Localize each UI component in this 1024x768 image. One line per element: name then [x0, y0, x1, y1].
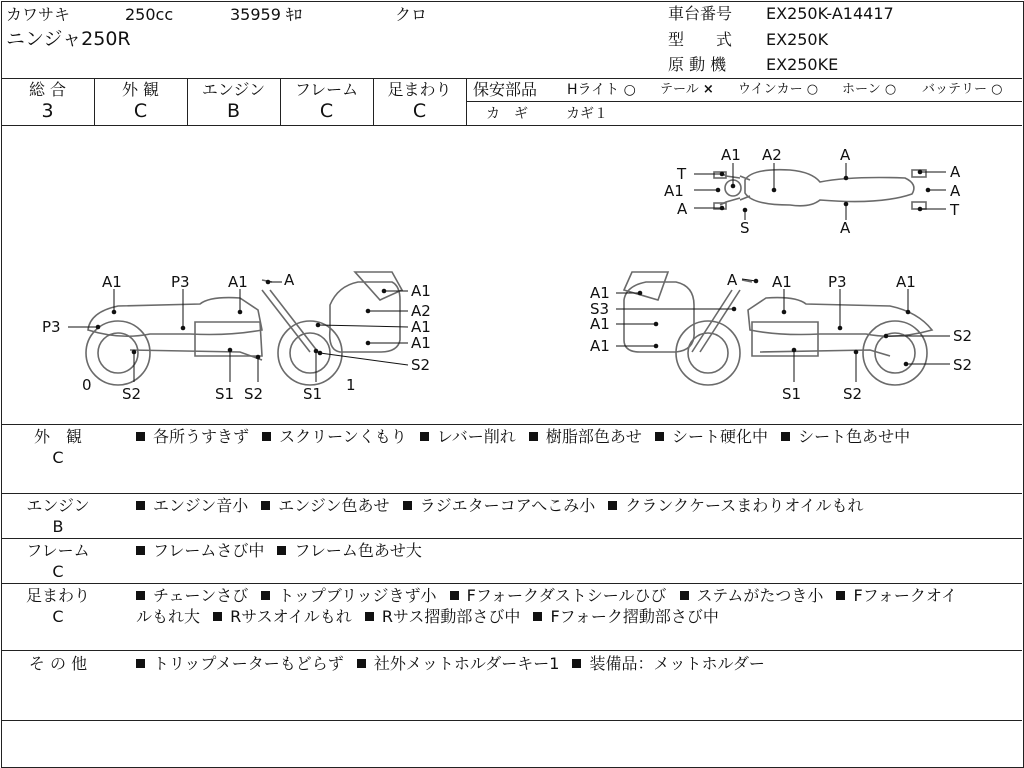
rv-label-A1-5: A1	[590, 337, 610, 355]
section-suspension-grade: C	[52, 607, 64, 626]
top-label-A-left: A	[677, 200, 688, 218]
safety-headlight: Hライト ○	[567, 82, 636, 98]
section-exterior-title: 外 観	[33, 427, 82, 446]
section-suspension-line1: チェーンさび トップブリッジきず小 Fフォークダストシールひび ステムがたつき小 Fフォークオイ	[136, 587, 957, 605]
rating-total-value: 3	[41, 100, 54, 122]
rating-frame-label: フレーム	[294, 80, 359, 99]
rv-label-P3: P3	[828, 273, 847, 291]
safety-winker: ウインカー ○	[738, 82, 819, 97]
top-label-T-right: T	[950, 201, 960, 219]
rv-label-A: A	[727, 271, 738, 289]
rating-exterior-label: 外 観	[121, 80, 160, 99]
bike-diagram	[0, 126, 1024, 424]
model-name: ニンジャ250R	[6, 28, 131, 50]
lv-label-A1-4: A1	[411, 318, 431, 336]
rv-label-S2-2: S2	[953, 356, 973, 374]
engine-label: 原 動 機	[668, 55, 727, 74]
safety-tail: テール ×	[660, 82, 714, 97]
top-label-A-bottom: A	[840, 219, 851, 237]
displacement: 250cc	[125, 5, 174, 24]
top-view-leaders	[694, 163, 946, 220]
rating-frame-value: C	[319, 100, 334, 122]
rv-label-S2-3: S2	[843, 385, 863, 403]
lv-label-S1-2: S1	[303, 385, 323, 403]
lv-label-S2-2: S2	[122, 385, 142, 403]
frame-no: EX250K-A14417	[766, 4, 894, 23]
key-value: カギ１	[566, 106, 608, 122]
lv-label-P3-2: P3	[42, 318, 61, 336]
rv-label-S2-1: S2	[953, 327, 973, 345]
safety-horn: ホーン ○	[842, 82, 897, 97]
rv-label-A1-4: A1	[590, 315, 610, 333]
lv-label-S1-1: S1	[215, 385, 235, 403]
top-label-A-top: A	[840, 146, 851, 164]
section-exterior-items: 各所うすきず スクリーンくもり レバー削れ 樹脂部色あせ シート硬化中 シート色あせ中	[136, 428, 910, 446]
rating-engine-label: エンジン	[201, 80, 266, 99]
section-frame-title: フレーム	[26, 541, 90, 560]
rating-suspension-value: C	[412, 100, 427, 122]
lv-label-S2-3: S2	[244, 385, 264, 403]
section-other-items: トリップメーターもどらず 社外メットホルダーキー1 装備品：メットホルダー	[136, 655, 765, 673]
top-label-S-bottom: S	[740, 219, 750, 237]
lv-label-P3-1: P3	[171, 273, 190, 291]
top-label-A1-left: A1	[664, 182, 684, 200]
type-value: EX250K	[766, 30, 829, 49]
section-frame-grade: C	[52, 562, 64, 581]
key-label: カ ギ	[486, 106, 528, 122]
lv-label-A1-3: A1	[411, 282, 431, 300]
lv-tick-1: 1	[346, 376, 356, 394]
frame-no-label: 車台番号	[668, 4, 733, 23]
rating-engine-value: B	[226, 100, 241, 122]
rv-label-A1-1: A1	[772, 273, 792, 291]
right-view-leaders	[616, 279, 950, 382]
top-label-A1-top: A1	[721, 146, 741, 164]
lv-label-S2-1: S2	[411, 356, 431, 374]
rv-label-S1: S1	[782, 385, 802, 403]
section-engine-title: エンジン	[26, 496, 90, 515]
lv-label-A1-5: A1	[411, 334, 431, 352]
lv-label-A: A	[284, 271, 295, 289]
section-engine-items: エンジン音小 エンジン色あせ ラジエターコアへこみ小 クランクケースまわりオイルもれ	[136, 497, 863, 515]
section-engine-grade: B	[52, 517, 64, 536]
lv-label-A1-1: A1	[102, 273, 122, 291]
rating-suspension-label: 足まわり	[387, 80, 452, 99]
rv-label-A1-2: A1	[896, 273, 916, 291]
section-other-title: そ の 他	[28, 654, 88, 673]
lv-label-A1-2: A1	[228, 273, 248, 291]
rv-label-A1-3: A1	[590, 284, 610, 302]
safety-battery: バッテリー ○	[922, 82, 1003, 97]
mileage: 35959 ｷﾛ	[230, 5, 302, 24]
safety-title: 保安部品	[473, 80, 538, 99]
top-label-T-left: T	[677, 165, 687, 183]
type-label: 型 式	[668, 30, 733, 49]
top-label-A-right2: A	[950, 182, 961, 200]
top-view-bike	[714, 170, 926, 209]
rating-total-label: 総 合	[28, 80, 67, 99]
maker: カワサキ	[6, 5, 71, 24]
top-label-A-right1: A	[950, 163, 961, 181]
engine-value: EX250KE	[766, 55, 839, 74]
rating-exterior-value: C	[133, 100, 148, 122]
section-suspension-title: 足まわり	[25, 586, 90, 605]
left-view-leaders	[68, 280, 408, 382]
color: クロ	[395, 5, 428, 24]
rv-label-S3: S3	[590, 300, 610, 318]
lv-tick-0: 0	[82, 376, 92, 394]
section-exterior-grade: C	[52, 448, 64, 467]
section-frame-items: フレームさび中 フレーム色あせ大	[136, 542, 422, 560]
section-suspension-line2: ルもれ大 Rサスオイルもれ Rサス摺動部さび中 Fフォーク摺動部さび中	[136, 607, 719, 626]
top-label-A2-top: A2	[762, 146, 782, 164]
lv-label-A2: A2	[411, 302, 431, 320]
